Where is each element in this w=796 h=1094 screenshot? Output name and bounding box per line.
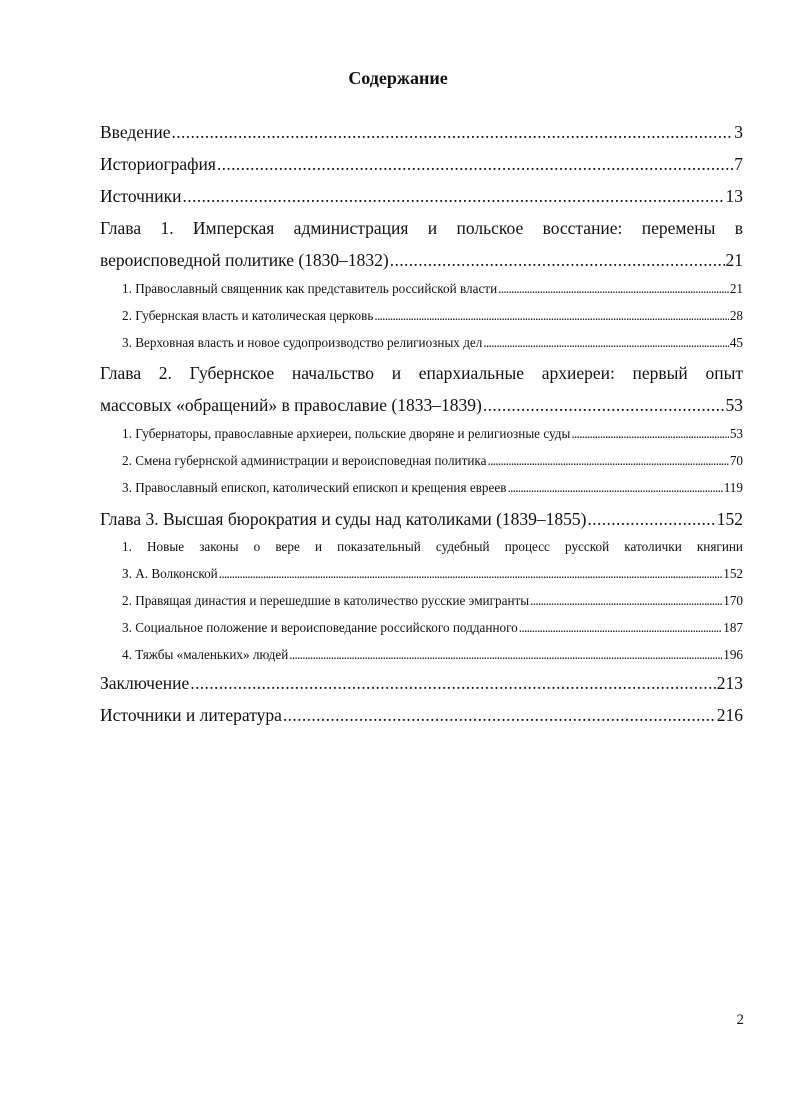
leader-dots (519, 619, 722, 637)
toc-section-1-1[interactable] (122, 280, 743, 298)
toc-section-3-2[interactable] (122, 592, 743, 610)
leader-dots (289, 646, 722, 664)
toc-entry-label: массовых «обращений» в православие (1833–1839) (100, 395, 482, 415)
toc-entry-page: 70 (729, 453, 743, 468)
toc-chapter-1[interactable] (100, 249, 743, 271)
toc-entry-label: 1. Губернаторы, православные архиереи, польские дворяне и религиозные суды (122, 426, 571, 441)
toc-entry-label: 4. Тяжбы «маленьких» людей (122, 647, 289, 662)
toc-entry-introduction[interactable] (100, 121, 743, 143)
toc-entry-label: Источники и литература (100, 705, 282, 725)
toc-section-2-2[interactable] (122, 452, 743, 470)
toc-entry-page: 7 (734, 154, 743, 174)
leader-dots (571, 425, 728, 443)
toc-section-2-1[interactable] (122, 425, 743, 443)
toc-entry-label: Глава 3. Высшая бюрократия и суды над католиками (1839–1855) (100, 509, 587, 529)
toc-entry-page: 53 (729, 426, 743, 441)
toc-entry-sources[interactable] (100, 185, 743, 207)
toc-chapter-3[interactable] (100, 508, 743, 530)
toc-section-3-1[interactable] (122, 565, 743, 583)
toc-section-3-1-line-1[interactable]: 1. Новые законы о вере и показательный судебный процесс русской католички княгини (122, 539, 743, 554)
toc-entry-page: 170 (723, 593, 743, 608)
toc-section-2-3[interactable] (122, 479, 743, 497)
toc-chapter-1-title-line-1[interactable]: Глава 1. Имперская администрация и польское восстание: перемены в (100, 218, 743, 238)
toc-entry-historiography[interactable] (100, 153, 743, 175)
toc-entry-conclusion[interactable] (100, 672, 743, 694)
toc-entry-page: 196 (723, 647, 743, 662)
leader-dots (588, 508, 716, 530)
toc-entry-page: 3 (734, 122, 743, 142)
toc-entry-label: З. А. Волконской (122, 566, 218, 581)
leader-dots (219, 565, 722, 583)
toc-entry-page: 152 (716, 509, 743, 529)
leader-dots (487, 452, 728, 470)
page-number: 2 (736, 1012, 744, 1028)
toc-entry-page: 28 (729, 308, 743, 323)
leader-dots (483, 334, 728, 352)
toc-entry-page: 21 (725, 250, 743, 270)
leader-dots (530, 592, 722, 610)
toc-entry-page: 119 (723, 480, 743, 495)
toc-section-3-3[interactable] (122, 619, 743, 637)
toc-chapter-2[interactable] (100, 394, 743, 416)
toc-section-3-4[interactable] (122, 646, 743, 664)
toc-entry-label: 2. Губернская власть и католическая церковь (122, 308, 374, 323)
toc-entry-label: 2. Правящая династия и перешедшие в католичество русские эмигранты (122, 593, 530, 608)
toc-entry-label: 1. Православный священник как представитель российской власти (122, 281, 498, 296)
leader-dots (172, 121, 734, 143)
toc-section-1-2[interactable] (122, 307, 743, 325)
toc-entry-label: 2. Смена губернской администрации и вероисповедная политика (122, 453, 487, 468)
toc-entry-page: 21 (729, 281, 743, 296)
toc-entry-page: 213 (716, 673, 743, 693)
toc-chapter-2-title-line-1[interactable]: Глава 2. Губернское начальство и епархиальные архиереи: первый опыт (100, 363, 743, 383)
leader-dots (190, 672, 716, 694)
toc-entry-label: 3. Верховная власть и новое судопроизводство религиозных дел (122, 335, 483, 350)
toc-entry-label: Введение (100, 122, 171, 142)
toc-entry-label: 3. Социальное положение и вероисповедание российского подданного (122, 620, 518, 635)
toc-entry-label: Историография (100, 154, 216, 174)
toc-entry-label: 3. Православный епископ, католический епископ и крещения евреев (122, 480, 507, 495)
leader-dots (498, 280, 729, 298)
toc-entry-page: 13 (725, 186, 743, 206)
toc-entry-page: 216 (716, 705, 743, 725)
leader-dots (374, 307, 728, 325)
toc-entry-page: 187 (723, 620, 743, 635)
page-title: Содержание (348, 68, 448, 88)
toc-entry-bibliography[interactable] (100, 704, 743, 726)
toc-entry-page: 45 (729, 335, 743, 350)
toc-entry-label: вероисповедной политике (1830–1832) (100, 250, 389, 270)
leader-dots (183, 185, 725, 207)
toc-entry-page: 152 (723, 566, 743, 581)
leader-dots (507, 479, 722, 497)
leader-dots (217, 153, 733, 175)
toc-entry-label: Источники (100, 186, 182, 206)
leader-dots (390, 249, 725, 271)
leader-dots (483, 394, 725, 416)
leader-dots (283, 704, 716, 726)
toc-entry-page: 53 (725, 395, 743, 415)
toc-section-1-3[interactable] (122, 334, 743, 352)
toc-entry-label: Заключение (100, 673, 190, 693)
